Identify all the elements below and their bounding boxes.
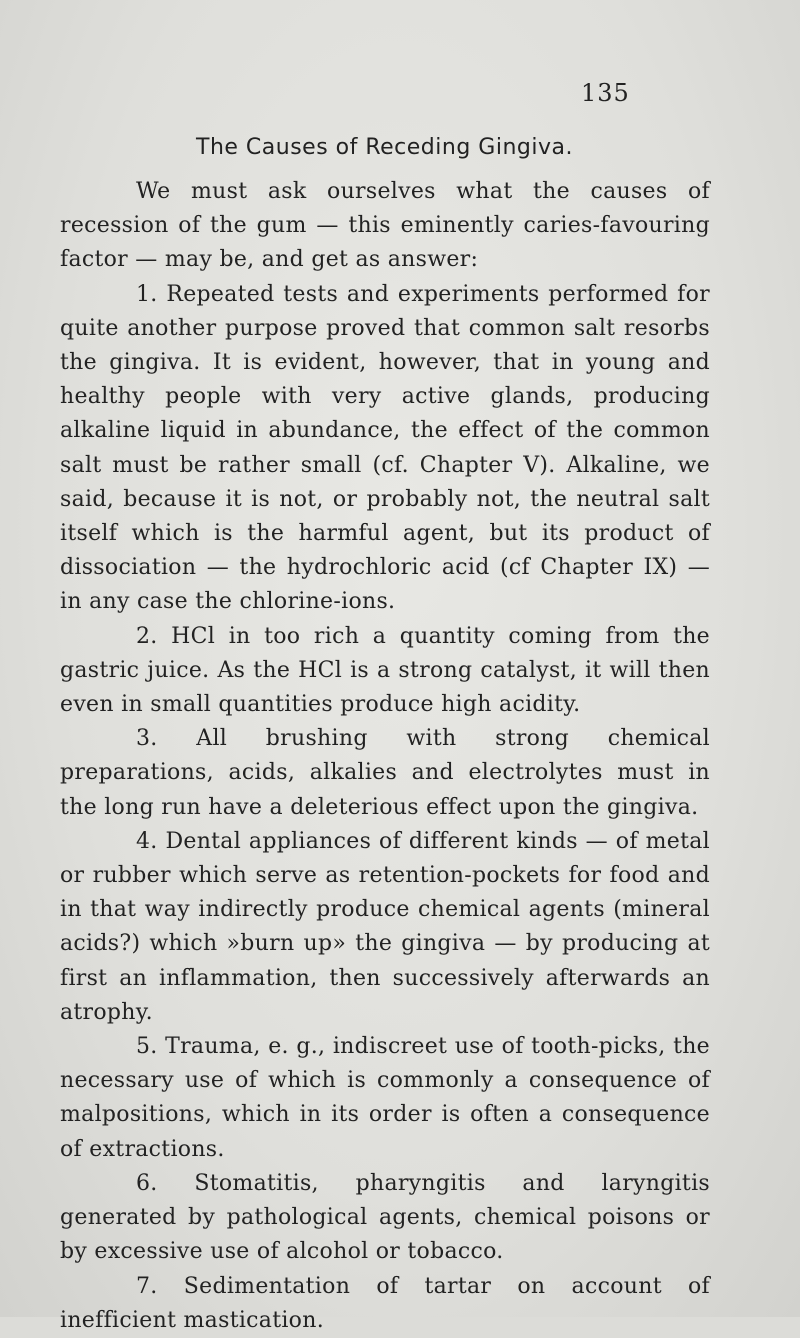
page-number: 135 [581,79,630,107]
body-text [60,175,710,1338]
paragraph-cause-5: 5. Trauma, e. g., indiscreet use of tooth-picks, the necessary use of which is commonly a consequence of malpositions, which in its order is often a consequence of extractions. [60,1034,710,1162]
paragraph-cause-2: 2. HCl in too rich a quantity coming from the gastric juice. As the HCl is a strong catalyst, it will then even in small quantities produce high acidity. [60,623,710,718]
paragraph-cause-3: 3. All brushing with strong chemical preparations, acids, alkalies and electrolytes must in the long run have a deleterious effect upon the gingiva. [60,726,710,820]
section-title: The Causes of Receding Gingiva. [196,135,573,160]
paragraph-cause-7: 7. Sedimentation of tartar on account of inefficient mastication. [60,1273,710,1333]
paragraph-cause-4: 4. Dental appliances of different kinds — of metal or rubber which serve as retention-pockets for food and in that way indirectly produce chemical agents (mineral acids?) which »burn up» the gingiva — by producing at first an inflammation, then successively afterwards an atrophy. [60,828,710,1025]
paragraph-intro: We must ask ourselves what the causes of recession of the gum — this eminently caries-favouring factor — may be, and get as answer: [60,179,710,273]
paragraph-cause-6: 6. Stomatitis, pharyngitis and laryngitis generated by pathological agents, chemical poisons or by excessive use of alcohol or tobacco. [60,1170,710,1265]
paragraph-cause-1: 1. Repeated tests and experiments performed for quite another purpose proved that common salt resorbs the gingiva. It is evident, however, that in young and healthy people with very active glands, producing alkaline liquid in abundance, the effect of the common salt must be rather small (cf. Chapter V). Alkaline, we said, because it is not, or probably not, the neutral salt itself which is the harmful agent, but its product of dissociation — the hydrochloric acid (cf Chapter IX) — in any case the chlorine-ions. [60,281,710,615]
